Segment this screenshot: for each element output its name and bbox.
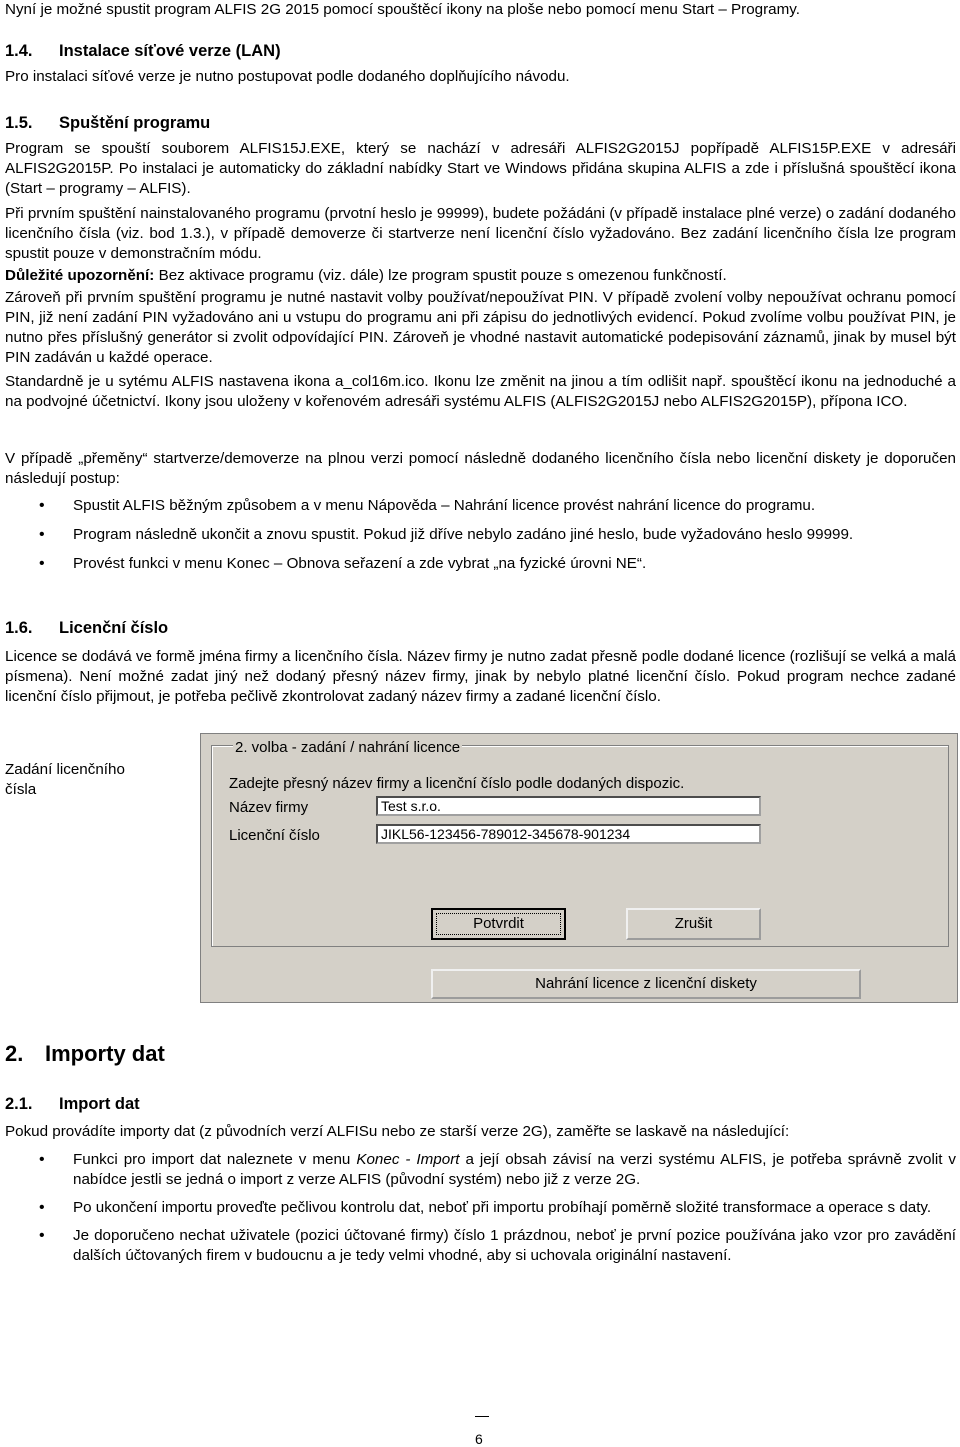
list-item [5, 525, 956, 545]
list-item-text: Je doporučeno nechat uživatele (pozici účtované firmy) číslo 1 prázdnou, neboť je první pozice používána jako vzor pro zavádění dalších účtovaných firem v budoucnu a je tedy velmi vhodné, aby si uchovala originální nastavení. [73, 1227, 956, 1264]
section-title: Importy dat [45, 1041, 165, 1066]
important-notice-label: Důležité upozornění: [5, 267, 155, 284]
bullet-icon: • [39, 497, 45, 514]
section-number: 1.5. [5, 114, 33, 132]
section-number: 1.6. [5, 619, 33, 637]
list-item [5, 554, 956, 574]
list-item [5, 1150, 956, 1190]
confirm-button[interactable]: Potvrdit [431, 908, 566, 940]
section-1-5-heading [5, 113, 210, 133]
section-number: 2.1. [5, 1095, 33, 1113]
section-title: Instalace síťové verze (LAN) [59, 42, 281, 60]
section-2-1-p1: Pokud provádíte importy dat (z původních verzí ALFISu nebo ze starší verze 2G), zaměřte se laskavě na následující: [5, 1123, 790, 1140]
bullet-icon: • [39, 555, 45, 572]
section-number: 2. [5, 1041, 24, 1066]
section-title: Spuštění programu [59, 114, 211, 132]
list-item [5, 496, 956, 516]
bullet-icon: • [39, 1199, 45, 1216]
section-1-5-p2: Při prvním spuštění nainstalovaného programu (prvotní heslo je 99999), budete požádáni (v případě instalace plné verze) o zadání dodaného licenčního čísla (viz. bod 1.3.), v případě demoverze či startverze není licenční číslo vyžadováno. Bez zadání licenčního čísla lze program spustit pouze v demonstračním módu. [5, 205, 956, 262]
license-number-input[interactable] [376, 824, 761, 844]
section-1-4-text: Pro instalaci síťové verze je nutno postupovat podle dodaného doplňujícího návodu. [5, 68, 570, 85]
section-1-5-p3 [5, 266, 956, 286]
figure-caption: Zadání licenčního čísla [5, 761, 125, 798]
cancel-button[interactable]: Zrušit [626, 908, 761, 940]
dialog-group-title: 2. volba - zadání / nahrání licence [235, 739, 461, 756]
section-1-4-heading [5, 41, 281, 61]
section-2-1-heading [5, 1094, 140, 1114]
list-item [5, 1226, 956, 1266]
section-1-5-p5: Standardně je u sytému ALFIS nastavena ikona a_col16m.ico. Ikonu lze změnit na jinou a tím odlišit např. spouštěcí ikonu na jednoduché a na podvojné účetnictví. Ikony jsou uloženy v kořenovém adresáři systému ALFIS (ALFIS2G2015J nebo ALFIS2G2015P), přípona ICO. [5, 373, 956, 410]
section-number: 1.4. [5, 42, 33, 60]
bullet-icon: • [39, 1151, 45, 1168]
section-1-5-p4: Zároveň při prvním spuštění programu je nutné nastavit volby používat/nepoužívat PIN. V případě zvolení volby nepoužívat ochranu pomocí PIN, již není zadání PIN vyžadováno ani u vstupu do programu ani při zápisu do jednotlivých evidencí. Pokud zvolíme volbu používat PIN, je nutno přes příslušný generátor si zvolit odpovídající PIN. Zároveň je vhodné nastavit automatické podepisování záznamů, jinak by musel být PIN zadáván u každé operace. [5, 289, 956, 366]
list-item [5, 1198, 956, 1218]
bullet-icon: • [39, 1227, 45, 1244]
list-item-text: Provést funkci v menu Konec – Obnova seřazení a zde vybrat „na fyzické úrovni NE“. [73, 555, 647, 572]
section-1-5-p1: Program se spouští souborem ALFIS15J.EXE, který se nachází v adresáři ALFIS2G2015J popřípadě ALFIS15P.EXE v adresáři ALFIS2G2015P. Po instalaci je automaticky do základní nabídky Start ve Windows přidána skupina ALFIS a zde i příslušná spouštěcí ikona (Start – programy – ALFIS). [5, 140, 956, 197]
dialog-message: Zadejte přesný název firmy a licenční číslo podle dodaných dispozic. [229, 775, 685, 792]
load-license-button[interactable]: Nahrání licence z licenční diskety [431, 969, 861, 999]
section-title: Import dat [59, 1095, 140, 1113]
upgrade-steps-list [5, 496, 956, 574]
section-2-heading [5, 1041, 165, 1066]
license-number-label: Licenční číslo [229, 827, 320, 844]
import-notes-list [5, 1150, 956, 1266]
section-title: Licenční číslo [59, 619, 169, 637]
list-item-text: a její obsah závisí na verzi systému ALFIS, je potřeba správně zvolit v nabídce jestli se jedná o import z verze ALFIS (původní systém) nebo již z verze 2G. [73, 1151, 956, 1188]
list-item-text: Po ukončení importu proveďte pečlivou kontrolu dat, neboť při importu probíhají poměrně složité transformace a operace s daty. [73, 1199, 932, 1216]
section-1-5-p6: V případě „přeměny“ startverze/demoverze na plnou verzi pomocí následně dodaného licenčního čísla nebo licenční diskety je doporučen následují postup: [5, 450, 956, 487]
list-item-text: Program následně ukončit a znovu spustit. Pokud již dříve nebylo zadáno jiné heslo, bude vyžadováno heslo 99999. [73, 526, 854, 543]
bullet-icon: • [39, 526, 45, 543]
footer-rule [475, 1416, 489, 1417]
section-1-6-p1: Licence se dodává ve formě jména firmy a licenčního čísla. Název firmy je nutno zadat přesně podle dodané licence (rozlišují se velká a malá písmena). Není možné zadat jiný než dodaný přesný název firmy, jinak by nebylo platné licenční číslo. Pokud program nechce zadané licenční číslo přijmout, je potřeba pečlivě zkontrolovat zadaný název firmy a zadané licenční číslo. [5, 648, 956, 705]
firm-name-input[interactable] [376, 796, 761, 816]
document-page [5, 0, 956, 1447]
list-item-text: Funkci pro import dat naleznete v menu [73, 1151, 357, 1168]
menu-path: Konec - Import [356, 1151, 460, 1168]
list-item-text: Spustit ALFIS běžným způsobem a v menu Nápověda – Nahrání licence provést nahrání licence do programu. [73, 497, 816, 514]
license-dialog [200, 733, 958, 1003]
firm-name-label: Název firmy [229, 799, 309, 816]
section-1-6-heading [5, 618, 168, 638]
page-number: 6 [475, 1431, 483, 1447]
intro-text: Nyní je možné spustit program ALFIS 2G 2015 pomocí spouštěcí ikony na ploše nebo pomocí menu Start – Programy. [5, 1, 800, 18]
important-notice-text: Bez aktivace programu (viz. dále) lze program spustit pouze s omezenou funkčností. [154, 267, 727, 284]
